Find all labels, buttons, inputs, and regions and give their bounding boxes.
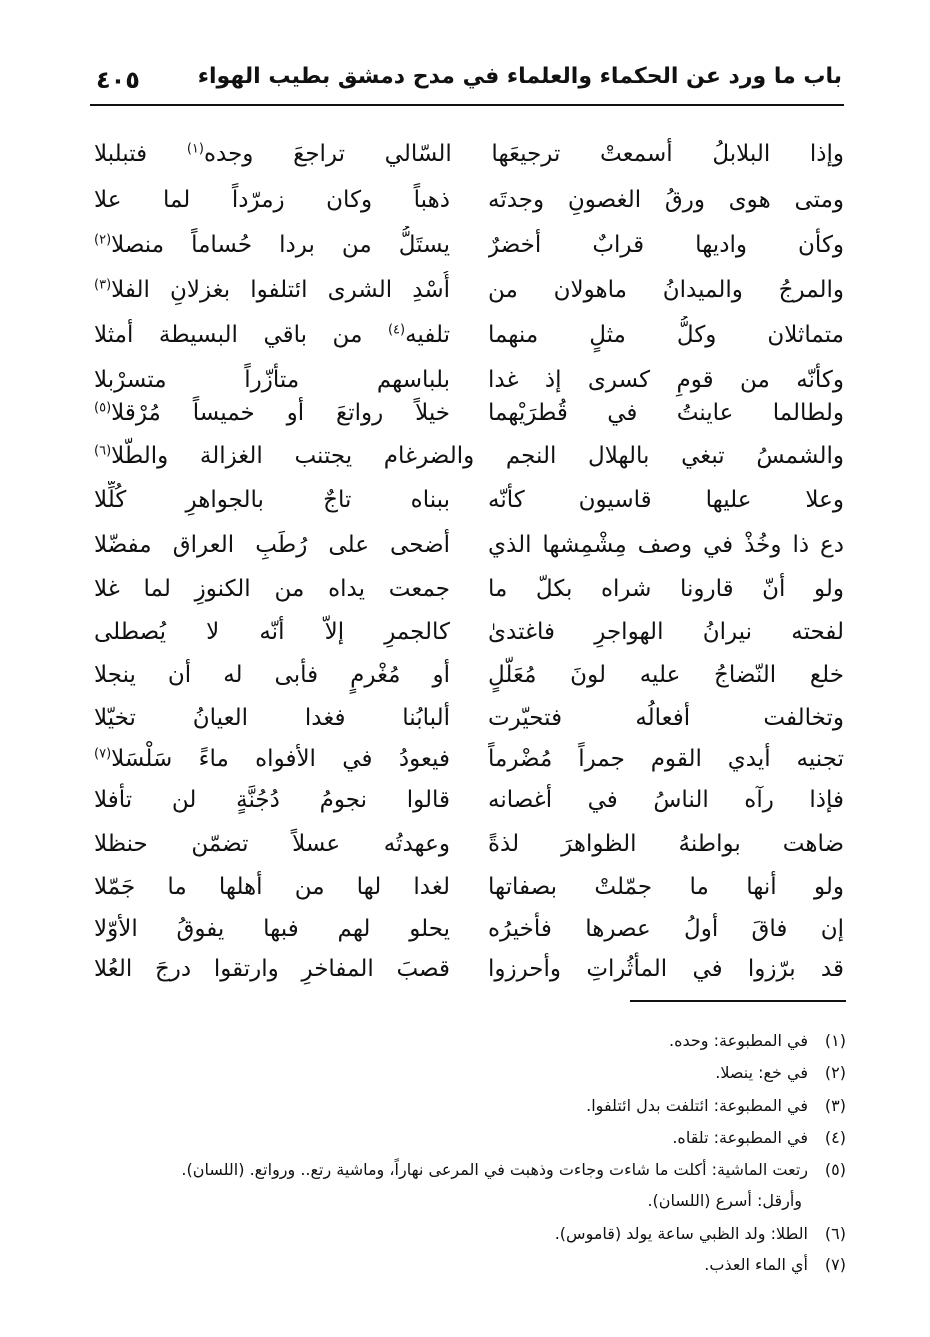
footnote-ref: (٦) <box>94 443 112 459</box>
verse-second-hemistich <box>94 825 450 863</box>
verse-line <box>94 181 844 219</box>
footnote <box>126 1091 846 1120</box>
verse-line <box>94 868 844 906</box>
verse-line <box>94 316 844 354</box>
verse-line <box>94 481 844 519</box>
verse-second-hemistich <box>94 950 450 988</box>
footnote-text: الطلا: ولد الظبي ساعة يولد (قاموس). <box>554 1224 808 1243</box>
verse-second-hemistich <box>94 570 450 608</box>
verse-line <box>94 740 844 778</box>
page-number: ٤٠٥ <box>96 66 140 94</box>
footnote-text: رتعت الماشية: أكلت ما شاءت وجاءت وذهبت في المرعى نهاراً، وماشية رتع.. ورواتع. (اللسان). <box>181 1160 808 1179</box>
verse-first-hemistich: إن فاقَ أولُ عصرها فأخيرُه <box>488 916 844 942</box>
hemistich-text: قالوا نجومُ دُجُنَّةٍ لن تأفلا <box>94 787 450 813</box>
footnote-number: (٤) <box>824 1128 846 1147</box>
footnote-text: في خع: ينصلا. <box>715 1063 808 1082</box>
hemistich-text: ذهباً وكان زمرّداً لما علا <box>94 187 450 213</box>
footnote-text: أي الماء العذب. <box>704 1255 808 1274</box>
footnote <box>126 1123 846 1152</box>
verse-first-hemistich: تجنيه أيدي القوم جمراً مُضْرماً <box>488 746 844 772</box>
footnote-text: وأرقل: أسرع (اللسان). <box>647 1191 802 1210</box>
verse-first-hemistich: ولو أنها ما جمّلتْ بصفاتها <box>488 874 844 900</box>
verse-first-hemistich: خلع النّضاجُ عليه لونَ مُعَلّلٍ <box>488 662 844 688</box>
verse-second-hemistich <box>94 781 450 819</box>
verse-first-hemistich: متماثلان وكلُّ مثلٍ منهما <box>488 322 844 348</box>
hemistich-text: يستَلُّ من بردا حُساماً منصلا <box>111 232 450 258</box>
verse-second-hemistich <box>94 316 450 354</box>
verse-text: فتبلبلا <box>94 141 148 167</box>
footnote-ref: (٥) <box>94 400 112 416</box>
hemistich-text: أو مُغْرمٍ فأبى له أن ينجلا <box>94 662 450 688</box>
hemistich-text: خيلاً رواتعَ أو خميساً مُرْقلا <box>111 400 450 426</box>
hemistich-text: أضحى على رُطَبِ العراق مفضّلا <box>94 532 450 558</box>
footnote <box>126 1155 846 1184</box>
verse-first-hemistich: وكأنّه من قومِ كسرى إذ غدا <box>488 367 844 393</box>
verse-first-hemistich: قد برّزوا في المأثُراتِ وأحرزوا <box>488 956 844 982</box>
footnote-ref: (٢) <box>94 232 112 248</box>
verse-line <box>94 781 844 819</box>
footnote-number: (٥) <box>824 1160 846 1179</box>
verse-second-hemistich <box>94 181 450 219</box>
footnote-number: (٦) <box>824 1224 846 1243</box>
footnote-text: في المطبوعة: ائتلفت بدل ائتلفوا. <box>586 1096 808 1115</box>
footnote-number: (١) <box>824 1031 846 1050</box>
verse-line <box>94 656 844 694</box>
verse-first-hemistich: ضاهت بواطنهُ الظواهرَ لذةً <box>488 831 844 857</box>
footnote <box>126 1250 846 1279</box>
verse-second-hemistich <box>94 613 450 651</box>
verse-line <box>94 910 844 948</box>
verse-line <box>94 271 844 309</box>
hemistich-text: ببناه تاجٌ بالجواهرِ كُلِّلا <box>94 487 450 513</box>
hemistich-text: بلباسهم متأزّراً متسرْبلا <box>94 367 450 393</box>
verse-first-hemistich: والمرجُ والميدانُ ماهولان من <box>488 277 844 303</box>
verse-line <box>94 950 844 988</box>
verse-first-hemistich: وتخالفت أفعالُه فتحيّرت <box>488 705 844 731</box>
running-title: باب ما ورد عن الحكماء والعلماء في مدح دمشق بطيب الهواء <box>197 64 842 89</box>
verse-second-hemistich <box>94 699 450 737</box>
verse-second-hemistich <box>94 271 450 309</box>
hemistich-text: وعهدتُه عسلاً تضمّن حنظلا <box>94 831 450 857</box>
verse-second-hemistich <box>94 910 450 948</box>
verse-text: والشمسُ تبغي بالهلال النجم والضرغام يجتنب الغزالة والطّلا <box>111 443 844 469</box>
footnote-separator <box>630 1000 846 1002</box>
verse-text: وإذا البلابلُ أسمعتْ ترجيعَها السّالي تراجعَ وجده <box>203 141 844 167</box>
footnote-ref: (٣) <box>94 277 112 293</box>
footnote-ref: (٤) <box>387 322 406 338</box>
hemistich-text: فيعودُ في الأفواه ماءً سَلْسَلا <box>111 746 450 772</box>
verse-first-hemistich: فإذا رآه الناسُ في أغصانه <box>488 787 844 813</box>
hemistich-text: جمعت يداه من الكنوزِ لما غلا <box>94 576 450 602</box>
verse-second-hemistich <box>94 526 450 564</box>
verse-line <box>94 226 844 264</box>
footnote <box>126 1058 846 1087</box>
footnote-ref: (٧) <box>94 746 112 762</box>
header-rule <box>90 104 844 106</box>
verse-second-hemistich <box>94 740 450 778</box>
footnote-continuation <box>126 1186 846 1215</box>
footnote-number: (٢) <box>824 1063 846 1082</box>
hemistich-text: كالجمرِ إلاّ أنّه لا يُصطلى <box>94 619 450 645</box>
verse-line <box>94 613 844 651</box>
footnote-number: (٧) <box>824 1255 846 1274</box>
footnote <box>126 1219 846 1248</box>
footnote-text: في المطبوعة: وحده. <box>669 1031 808 1050</box>
verse-line <box>94 394 844 432</box>
footnote <box>126 1026 846 1055</box>
verse-line <box>94 699 844 737</box>
verse-line <box>94 570 844 608</box>
verse-first-hemistich: لفحته نيرانُ الهواجرِ فاغتدىٰ <box>488 619 844 645</box>
verse-line <box>94 526 844 564</box>
hemistich-text: من باقي البسيطة أمثلا <box>94 322 363 348</box>
verse-first-hemistich: ولطالما عاينتُ في قُطرَيْهما <box>488 400 844 426</box>
verse-first-hemistich: وعلا عليها قاسيون كأنّه <box>488 487 844 513</box>
hemistich-text: قصبَ المفاخرِ وارتقوا درجَ العُلا <box>94 956 450 982</box>
verse-full-line <box>94 437 844 475</box>
verse-first-hemistich: دع ذا وخُذْ في وصف مِشْمِشها الذي <box>488 532 844 558</box>
verse-second-hemistich <box>94 394 450 432</box>
verse-second-hemistich <box>94 481 450 519</box>
hemistich-text: أُسْدِ الشرى ائتلفوا بغزلانِ الفلا <box>111 277 450 303</box>
hemistich-text: ألبابُنا فغدا العيانُ تخيّلا <box>94 705 450 731</box>
verse-second-hemistich <box>94 226 450 264</box>
hemistich-text: تلفيه <box>405 322 450 348</box>
footnote-ref: (١) <box>186 141 204 157</box>
verse-first-hemistich: وكأن واديها قرابٌ أخضرٌ <box>488 232 844 258</box>
verse-first-hemistich: ولو أنّ قارونا شراه بكلّ ما <box>488 576 844 602</box>
verse-full-line <box>94 135 844 173</box>
verse-line <box>94 825 844 863</box>
verse-second-hemistich <box>94 868 450 906</box>
footnote-number: (٣) <box>824 1096 846 1115</box>
hemistich-text: يحلو لهم فبها يفوقُ الأوّلا <box>94 916 450 942</box>
footnote-text: في المطبوعة: تلقاه. <box>672 1128 808 1147</box>
hemistich-text: لغدا لها من أهلها ما جَمّلا <box>94 874 450 900</box>
verse-second-hemistich <box>94 656 450 694</box>
verse-first-hemistich: ومتى هوى ورقُ الغصونِ وجدتَه <box>488 187 844 213</box>
